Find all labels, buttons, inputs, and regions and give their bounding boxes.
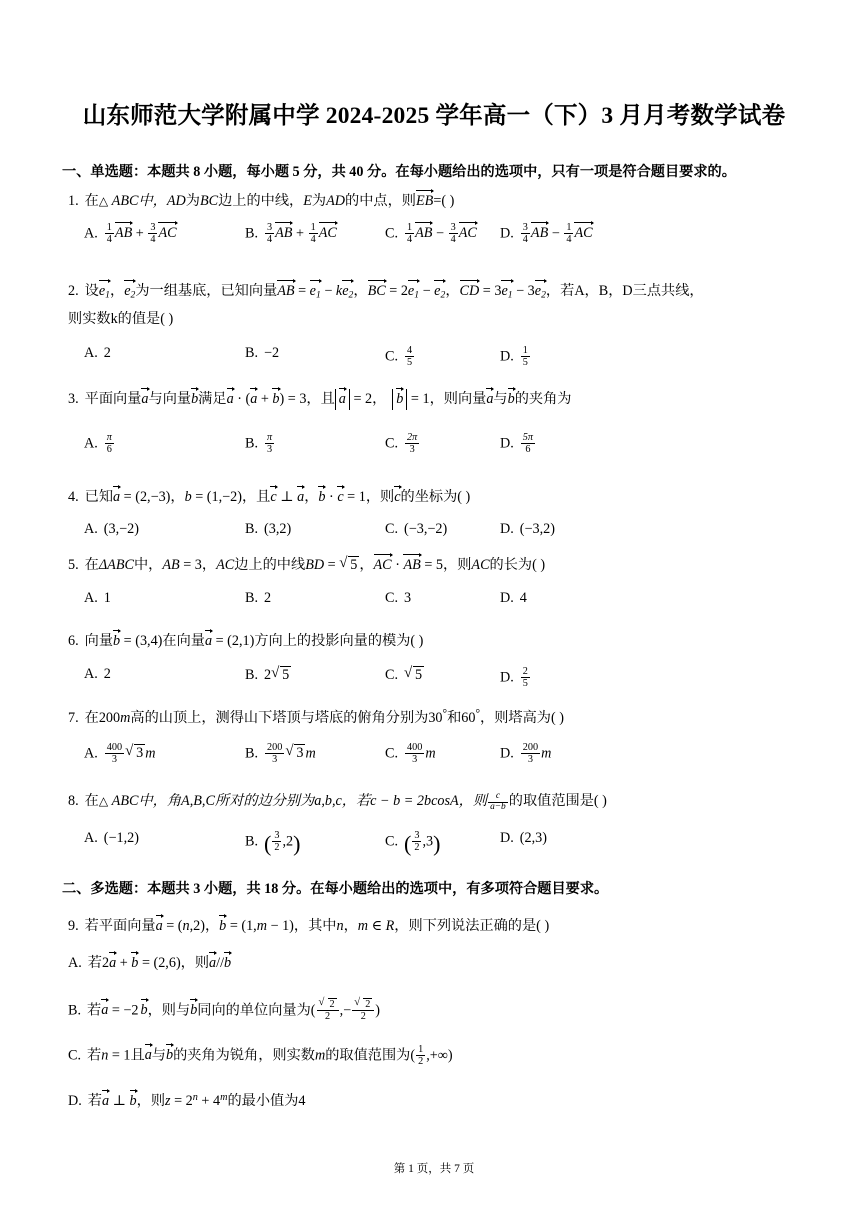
triangle-icon: △ [98, 194, 109, 208]
question-4-options [0, 521, 868, 551]
question-6-stem: 6. 向量b = (3,4)在向量a = (2,1)方向上的投影向量的模为( ) [68, 633, 424, 649]
option-4-d[interactable]: D. (−3,2) [500, 521, 555, 537]
question-7-options [0, 742, 868, 772]
vector-c: c [270, 489, 277, 505]
sqrt-icon: √ 5 [404, 665, 423, 683]
question-3-options [0, 432, 868, 462]
option-9-b[interactable]: B. 若a = −2 b，则与b同向的单位向量为( √ 2 2 ,− √ 2 2 ) [68, 996, 381, 1023]
vector-e1: $e_1$ [98, 283, 110, 301]
question-1-options [0, 222, 868, 252]
page-title: 山东师范大学附属中学 2024-2025 学年高一（下）3 月月考数学试卷 [82, 103, 786, 129]
question-3-stem: 3. 平面向量a与向量b满足a · (a + b) = 3，且 a = 2， b = 1，则向量a与b的夹角为 [68, 388, 571, 410]
option-6-b[interactable]: B. 2 √ 5 [245, 665, 290, 683]
sqrt-icon: √ 5 [339, 555, 358, 573]
option-7-c[interactable]: C. $\frac{400}{3}$ m [385, 742, 436, 766]
option-2-b[interactable]: B. −2 [245, 345, 280, 361]
question-8-options [0, 830, 868, 860]
option-8-a[interactable]: A. (−1,2) [84, 830, 139, 846]
option-1-c[interactable]: C. $\frac{1}{4}$ AB − $\frac{3}{4}$ AC [385, 222, 477, 246]
option-3-b[interactable]: B. $\frac{\pi}{3}$ [245, 432, 273, 456]
option-9-c[interactable]: C. 若n = 1且a与b的夹角为锐角，则实数m的取值范围为( $\frac{1}{2}$ ,+∞) [68, 1044, 453, 1068]
sqrt-icon: √ 2 [354, 996, 371, 1010]
vector-b: b [219, 918, 227, 934]
question-4-stem: 4. 已知a = (2,−3)，b = (1,−2)，且c ⊥ a，b · c = 1，则c的坐标为( ) [68, 489, 471, 505]
sqrt-icon: √ 2 [318, 996, 335, 1010]
question-6-options [0, 666, 868, 696]
vector-a: a [204, 633, 213, 649]
option-3-a[interactable]: A. $\frac{\pi}{6}$ [84, 432, 112, 456]
option-7-b[interactable]: B. $\frac{200}{3}$ √ 3 m [245, 742, 316, 766]
triangle-icon: △ [98, 794, 109, 808]
vector-a: a [113, 489, 121, 505]
vector-b: b [191, 391, 199, 407]
option-8-b[interactable]: B. ( $\frac{3}{2}$ ,2) [245, 830, 301, 856]
vector-AB: AB [277, 283, 295, 299]
sqrt-icon: √ 3 [285, 743, 304, 762]
question-5-options [0, 590, 868, 620]
option-9-d[interactable]: D. 若a ⊥ b，则$z = 2^n + 4^m$的最小值为4 [68, 1091, 306, 1109]
option-2-d[interactable]: D. $\frac{1}{5}$ [500, 345, 528, 369]
option-4-c[interactable]: C. (−3,−2) [385, 521, 448, 537]
option-3-c[interactable]: C. $\frac{2\pi}{3}$ [385, 432, 418, 456]
option-7-a[interactable]: A. $\frac{400}{3}$ √ 3 m [84, 742, 156, 766]
option-4-b[interactable]: B. (3,2) [245, 521, 292, 537]
option-6-a[interactable]: A. 2 [84, 666, 111, 682]
vector-EB: EB [416, 193, 434, 209]
sqrt-icon: √ 5 [271, 665, 290, 683]
page-footer: 第 1 页，共 7 页 [393, 1163, 475, 1175]
section-heading-single-choice: 一、单选题：本题共 8 小题，每小题 5 分，共 40 分。在每小题给出的选项中，只有一项是符合题目要求的。 [62, 164, 736, 180]
vector-AC: AC [373, 557, 392, 573]
option-5-c[interactable]: C. 3 [385, 590, 412, 606]
option-4-a[interactable]: A. (3,−2) [84, 521, 139, 537]
vector-BC: BC [367, 283, 386, 299]
vector-b: b [113, 633, 121, 649]
vector-a: a [141, 391, 149, 407]
sqrt-icon: √ 3 [125, 743, 144, 762]
option-9-a[interactable]: A. 若2a + b = (2,6)，则a//b [68, 955, 232, 971]
vector-CD: CD [459, 283, 480, 299]
option-1-d[interactable]: D. $\frac{3}{4}$ AB − $\frac{1}{4}$ AC [500, 222, 593, 246]
option-8-c[interactable]: C. ( $\frac{3}{2}$ ,3) [385, 830, 441, 856]
vector-e2: $e_2$ [124, 283, 136, 301]
option-2-c[interactable]: C. $\frac{4}{5}$ [385, 345, 413, 369]
question-1-stem: 1. 在△ ABC中，AD为BC边上的中线，E为AD的中点，则EB=( ) [68, 193, 455, 209]
option-7-d[interactable]: D. $\frac{200}{3}$ m [500, 742, 552, 766]
section-heading-multi-choice: 二、多选题：本题共 3 小题，共 18 分。在每小题给出的选项中，有多项符合题目要求。 [62, 881, 609, 897]
question-9-stem: 9. 若平面向量a = (n,2)，b = (1,m − 1)，其中n，m ∈ R，则下列说法正确的是( ) [68, 918, 550, 934]
question-2-options [0, 345, 868, 375]
option-6-c[interactable]: C. √ 5 [385, 665, 423, 683]
vector-a: a [155, 918, 163, 934]
option-3-d[interactable]: D. $\frac{5\pi}{6}$ [500, 432, 534, 456]
option-5-a[interactable]: A. 1 [84, 590, 111, 606]
question-8-stem: 8. 在△ ABC中，角A,B,C所对的边分别为a,b,c，若c − b = 2bcosA，则 $\frac{c}{a-b}$ 的取值范围是( ) [68, 791, 607, 812]
question-2-stem-line2: 则实数k的值是( ) [68, 311, 174, 327]
option-5-b[interactable]: B. 2 [245, 590, 272, 606]
option-1-a[interactable]: A. $\frac{1}{4}$ AB + $\frac{3}{4}$ AC [84, 222, 177, 246]
vector-AB: AB [403, 557, 421, 573]
question-2-stem-line1: 2. 设$e_1$，$e_2$为一组基底，已知向量AB = $e_1 - ke_2$，BC = $2e_1 - e_2$，CD = $3e_1 - 3e_2$，若A，B，D三点共线， [68, 283, 704, 301]
option-5-d[interactable]: D. 4 [500, 590, 527, 606]
option-6-d[interactable]: D. $\frac{2}{5}$ [500, 666, 528, 690]
option-2-a[interactable]: A. 2 [84, 345, 111, 361]
question-7-stem: 7. 在200m高的山顶上，测得山下塔顶与塔底的俯角分别为30°和60°，则塔高为( ) [68, 708, 564, 726]
question-5-stem: 5. 在ΔABC中，AB = 3，AC边上的中线BD = √ 5 ，AC · AB = 5，则AC的长为( ) [68, 555, 546, 573]
option-8-d[interactable]: D. (2,3) [500, 830, 547, 846]
option-1-b[interactable]: B. $\frac{3}{4}$ AB + $\frac{1}{4}$ AC [245, 222, 337, 246]
